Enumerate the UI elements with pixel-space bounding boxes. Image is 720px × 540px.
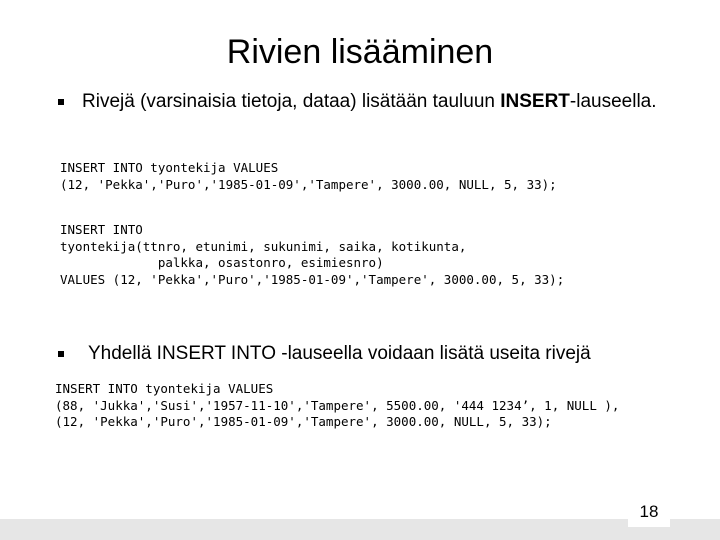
square-bullet-icon [58, 351, 64, 357]
bullet-item-insert [58, 88, 658, 116]
bullet-item-multiple-rows [58, 340, 678, 368]
bullet-text [82, 88, 657, 116]
code-example-insert-multiple: INSERT INTO tyontekija VALUES (88, 'Jukka','Susi','1957-11-10','Tampere', 5500.00, '444 1234’, 1, NULL ), (12, 'Pekka','Puro','1985-01-09','Tampere', 3000.00, NULL, 5, 33); [55, 381, 620, 429]
footer-bar [0, 519, 720, 540]
bullet-text-keyword: INSERT [500, 91, 570, 112]
code-example-insert-values: INSERT INTO tyontekija VALUES (12, 'Pekka','Puro','1985-01-09','Tampere', 3000.00, NULL, 5, 33); [60, 160, 557, 192]
bullet-text: Yhdellä INSERT INTO -lauseella voidaan lisätä useita rivejä [88, 343, 591, 364]
slide-title: Rivien lisääminen [226, 33, 494, 71]
code-example-insert-columns: INSERT INTO tyontekija(ttnro, etunimi, sukunimi, saika, kotikunta, palkka, osastonro, esimiesnro) VALUES (12, 'Pekka','Puro','1985-01-09','Tampere', 3000.00, 5, 33); [60, 222, 565, 287]
bullet-text-plain: Rivejä (varsinaisia tietoja, dataa) lisätään tauluun [82, 91, 501, 112]
page-number: 18 [628, 497, 670, 527]
bullet-text-after: -lauseella. [569, 91, 657, 112]
square-bullet-icon [58, 99, 64, 105]
